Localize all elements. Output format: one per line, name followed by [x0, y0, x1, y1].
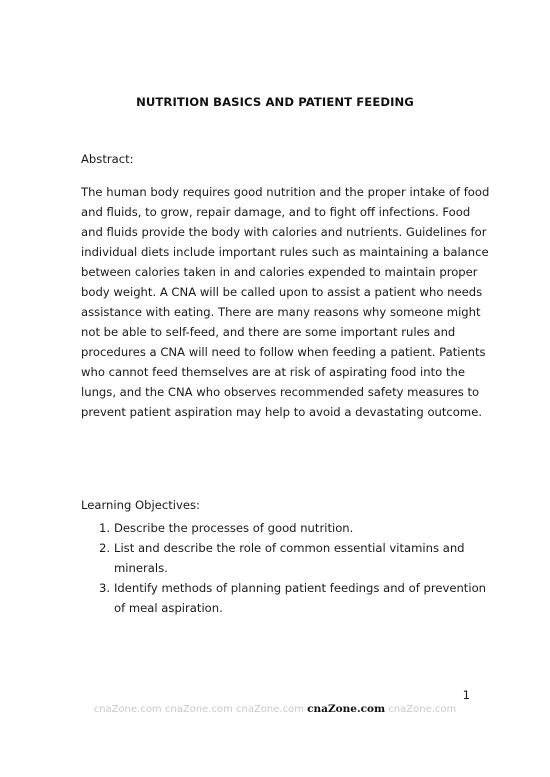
- objective-text: minerals.: [114, 561, 168, 575]
- footer-watermark: [0, 703, 550, 715]
- abstract-line: and fluids provide the body with calories and nutrients. Guidelines for: [81, 225, 487, 239]
- objective-text: of meal aspiration.: [114, 601, 223, 615]
- document-title: NUTRITION BASICS AND PATIENT FEEDING: [136, 95, 414, 109]
- abstract-line: body weight. A CNA will be called upon to assist a patient who needs: [81, 285, 483, 299]
- learning-objectives-list: [81, 518, 487, 618]
- abstract-paragraph: [81, 182, 490, 422]
- abstract-line: and fluids, to grow, repair damage, and to fight off infections. Food: [81, 205, 471, 219]
- abstract-line: who cannot feed themselves are at risk of aspirating food into the: [81, 365, 465, 379]
- watermark-link[interactable]: cnaZone.com: [307, 703, 386, 715]
- abstract-heading: Abstract:: [81, 152, 134, 166]
- watermark-text: cnaZone.com: [388, 704, 457, 715]
- abstract-line: procedures a CNA will need to follow when feeding a patient. Patients: [81, 345, 486, 359]
- watermark-text: cnaZone.com cnaZone.com cnaZone.com: [93, 704, 304, 715]
- abstract-line: individual diets include important rules such as maintaining a balance: [81, 245, 489, 259]
- learning-objectives-heading: Learning Objectives:: [81, 498, 200, 512]
- objective-text: Describe the processes of good nutrition.: [114, 521, 354, 535]
- abstract-line: The human body requires good nutrition and the proper intake of food: [81, 185, 490, 199]
- abstract-line: prevent patient aspiration may help to avoid a devastating outcome.: [81, 405, 483, 419]
- abstract-line: lungs, and the CNA who observes recommended safety measures to: [81, 385, 480, 399]
- page-number: 1: [462, 688, 470, 702]
- objective-number: 2.: [99, 541, 111, 555]
- objective-number: 1.: [99, 521, 111, 535]
- abstract-line: between calories taken in and calories expended to maintain proper: [81, 265, 478, 279]
- objective-number: 3.: [99, 581, 111, 595]
- abstract-line: assistance with eating. There are many reasons why someone might: [81, 305, 481, 319]
- objective-item: [81, 518, 473, 538]
- abstract-line: not be able to self-feed, and there are some important rules and: [81, 325, 456, 339]
- objective-text: Identify methods of planning patient feedings and of prevention: [114, 581, 487, 595]
- objective-item: [81, 578, 487, 618]
- objective-item: [81, 538, 473, 578]
- objective-text: List and describe the role of common essential vitamins and: [114, 541, 465, 555]
